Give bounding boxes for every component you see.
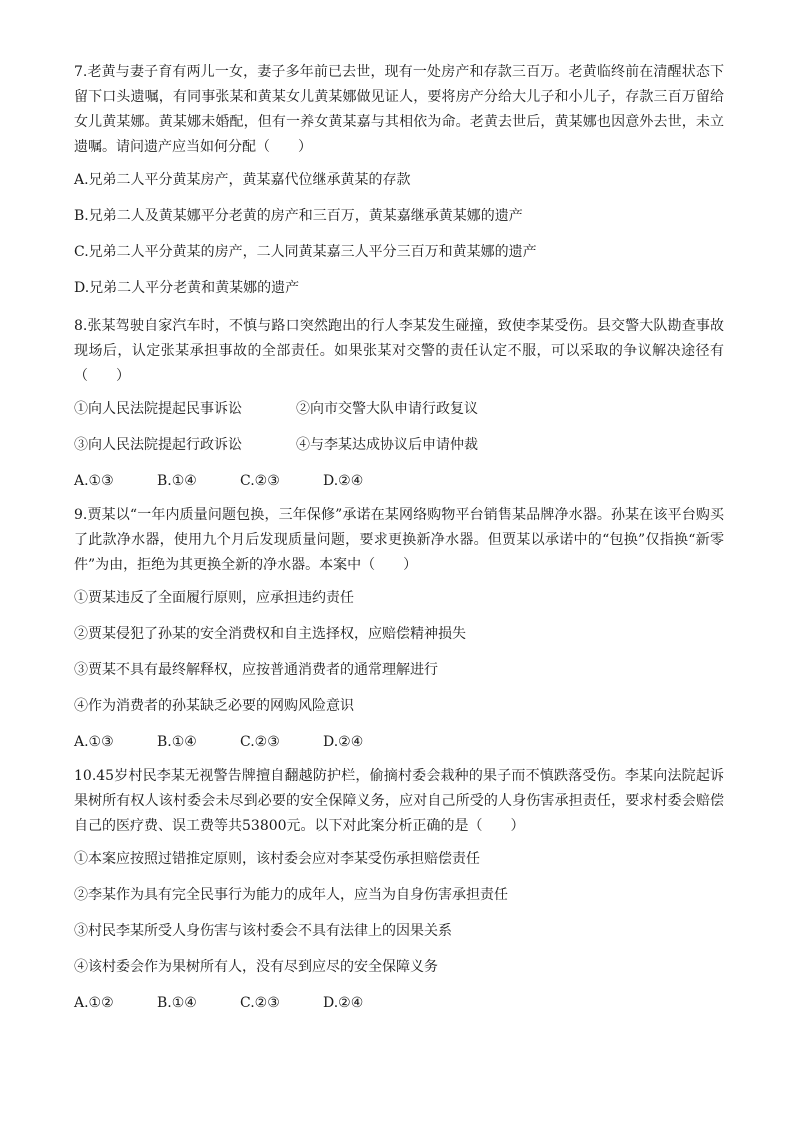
question-10-item-3: ③村民李某所受人身伤害与该村委会不具有法律上的因果关系 [74, 923, 452, 939]
question-9-answer-c: C.②③ [240, 734, 280, 750]
question-9-stem: 9.贾某以“一年内质量问题包换，三年保修”承诺在某网络购物平台销售某品牌净水器。孙某在该平台购买了此款净水器，使用九个月后发现质量问题，要求更换新净水器。但贾某以承诺中的“包换”仅指换“新零件”为由，拒绝为其更换全新的净水器。本案中（ ） [74, 507, 724, 573]
question-8-answer-c: C.②③ [240, 473, 280, 489]
question-8-answers [74, 471, 724, 491]
question-9-answers [74, 732, 724, 752]
question-8-item-3: ③向人民法院提起行政诉讼 [74, 437, 242, 453]
question-7-option-b: B.兄弟二人及黄某娜平分老黄的房产和三百万，黄某嘉继承黄某娜的遗产 [74, 208, 523, 224]
question-10-answer-a: A.①② [74, 995, 114, 1011]
question-8-items-row-1 [74, 399, 724, 419]
question-9-item-3: ③贾某不具有最终解释权，应按普通消费者的通常理解进行 [74, 662, 438, 678]
question-10-item-4: ④该村委会作为果树所有人，没有尽到应尽的安全保障义务 [74, 959, 438, 975]
question-8-item-1: ①向人民法院提起民事诉讼 [74, 401, 242, 417]
question-10 [74, 764, 724, 1013]
question-10-answers [74, 993, 724, 1013]
question-7-option-d: D.兄弟二人平分老黄和黄某娜的遗产 [74, 280, 300, 296]
question-9 [74, 503, 724, 752]
question-10-item-2: ②李某作为具有完全民事行为能力的成年人，应当为自身伤害承担责任 [74, 887, 508, 903]
question-9-item-4: ④作为消费者的孙某缺乏必要的网购风险意识 [74, 698, 354, 714]
question-7-option-c: C.兄弟二人平分黄某的房产，二人同黄某嘉三人平分三百万和黄某娜的遗产 [74, 244, 537, 260]
question-7-option-a: A.兄弟二人平分黄某房产，黄某嘉代位继承黄某的存款 [74, 172, 411, 188]
question-10-answer-d: D.②④ [323, 995, 364, 1011]
question-8-answer-a: A.①③ [74, 473, 114, 489]
question-8-answer-d: D.②④ [323, 473, 364, 489]
question-7-stem: 7.老黄与妻子育有两儿一女，妻子多年前已去世，现有一处房产和存款三百万。老黄临终前在清醒状态下留下口头遗嘱，有同事张某和黄某女儿黄某娜做见证人，要将房产分给大儿子和小儿子，存款三百万留给女儿黄某娜。黄某娜未婚配，但有一养女黄某嘉与其相依为命。老黄去世后，黄某娜也因意外去世，未立遗嘱。请问遗产应当如何分配（ ） [74, 64, 724, 155]
question-8-item-2: ②向市交警大队申请行政复议 [296, 401, 478, 417]
question-9-answer-a: A.①③ [74, 734, 114, 750]
question-10-stem: 10.45岁村民李某无视警告牌擅自翻越防护栏，偷摘村委会栽种的果子而不慎跌落受伤。李某向法院起诉果树所有权人该村委会未尽到必要的安全保障义务，应对自己所受的人身伤害承担责任，要求村委会赔偿自己的医疗费、误工费等共53800元。以下对此案分析正确的是（ ） [74, 768, 724, 834]
question-8-item-4: ④与李某达成协议后申请仲裁 [296, 437, 478, 453]
question-10-answer-c: C.②③ [240, 995, 280, 1011]
question-8-answer-b: B.①④ [157, 473, 197, 489]
exam-page [74, 60, 724, 1025]
question-9-answer-b: B.①④ [157, 734, 197, 750]
question-10-answer-b: B.①④ [157, 995, 197, 1011]
question-10-item-1: ①本案应按照过错推定原则，该村委会应对李某受伤承担赔偿责任 [74, 851, 480, 867]
question-9-answer-d: D.②④ [323, 734, 364, 750]
question-9-item-2: ②贾某侵犯了孙某的安全消费权和自主选择权，应赔偿精神损失 [74, 626, 466, 642]
question-9-item-1: ①贾某违反了全面履行原则，应承担违约责任 [74, 590, 354, 606]
question-8-stem: 8.张某驾驶自家汽车时，不慎与路口突然跑出的行人李某发生碰撞，致使李某受伤。县交警大队勘查事故现场后，认定张某承担事故的全部责任。如果张某对交警的责任认定不服，可以采取的争议解决途径有（ ） [74, 318, 724, 384]
question-8 [74, 314, 724, 491]
question-8-items-row-2 [74, 435, 724, 455]
question-7 [74, 60, 724, 298]
